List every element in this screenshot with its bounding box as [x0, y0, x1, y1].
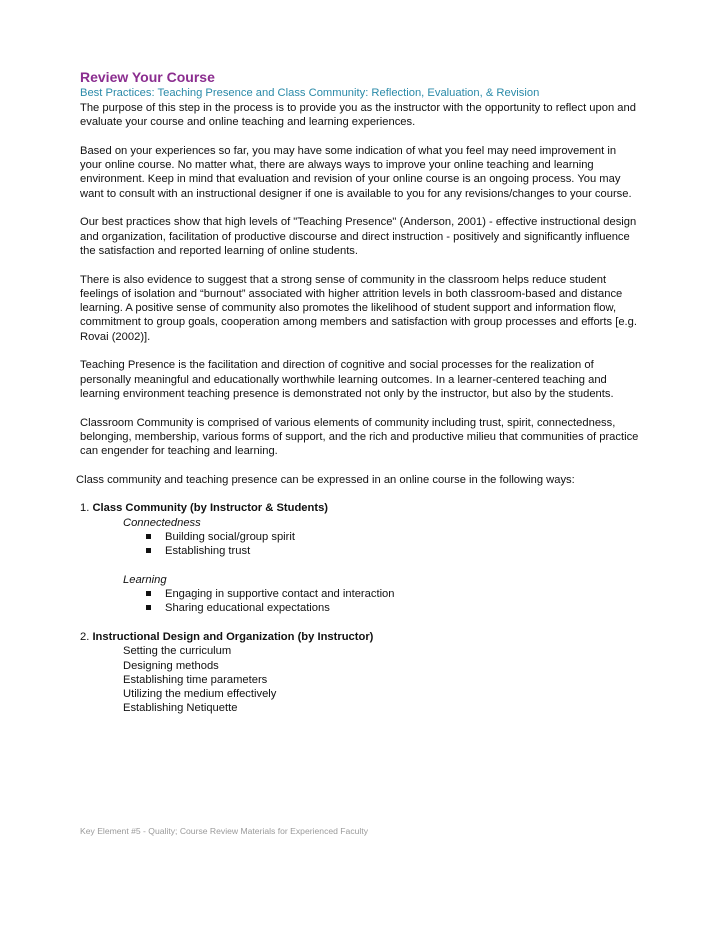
page-subtitle: Best Practices: Teaching Presence and Class Community: Reflection, Evaluation, & Revision — [80, 87, 540, 99]
paragraph-experiences: Based on your experiences so far, you may have some indication of what you feel may need improvement in your online course. No matter what, there are always ways to improve your online teaching and learning environment. Keep in mind that evaluation and revision of your online course is an ongoing process. You may want to consult with an instructional designer if one is available to you for any revisions/changes to your course. — [80, 144, 632, 200]
page-content — [76, 68, 640, 716]
section-2-heading — [80, 630, 640, 644]
list-item: Setting the curriculum — [123, 645, 232, 658]
learning-list — [80, 587, 640, 616]
list-item: Establishing time parameters — [123, 673, 268, 686]
list-item: Building social/group spirit — [165, 530, 640, 544]
group-label-learning: Learning — [123, 573, 167, 586]
list-item: Sharing educational expectations — [165, 601, 640, 615]
paragraph-evidence: There is also evidence to suggest that a strong sense of community in the classroom helps reduce student feelings of isolation and “burnout” associated with higher attrition levels in both classroom-based and distance learning. A positive sense of community also promotes the likelihood of student support and information flow, commitment to group goals, cooperation among members and satisfaction with group processes and efforts [e.g. Rovai (2002)]. — [80, 273, 637, 343]
connectedness-list — [80, 530, 640, 559]
paragraph-purpose: The purpose of this step in the process is to provide you as the instructor with the opportunity to reflect upon and evaluate your course and online teaching and learning experiences. — [80, 102, 636, 129]
section-class-community — [80, 501, 640, 615]
list-item: Establishing trust — [165, 544, 640, 558]
list-item: Establishing Netiquette — [123, 702, 238, 715]
paragraph-teaching-presence: Teaching Presence is the facilitation and direction of cognitive and social processes for the realization of personally meaningful and educationally worthwhile learning outcomes. In a learner-centered teaching and learning environment teaching presence is demonstrated not only by the instructor, but also by the students. — [80, 359, 614, 400]
list-item: Designing methods — [123, 659, 219, 672]
section-1-heading — [80, 501, 640, 515]
list-item: Utilizing the medium effectively — [123, 688, 277, 701]
section-instructional-design — [80, 630, 640, 716]
section-2-number: 2. — [80, 630, 93, 643]
paragraph-intro-ways: Class community and teaching presence can be expressed in an online course in the following ways: — [76, 473, 575, 486]
page-footer: Key Element #5 - Quality; Course Review Materials for Experienced Faculty — [80, 826, 369, 836]
section-2-title: Instructional Design and Organization (by Instructor) — [92, 630, 374, 643]
list-item: Engaging in supportive contact and interaction — [165, 587, 640, 601]
section-1-number: 1. — [80, 502, 93, 515]
paragraph-classroom-community: Classroom Community is comprised of various elements of community including trust, spirit, connectedness, belonging, membership, various forms of support, and the rich and productive milieu that communities of practice can engender for teaching and learning. — [80, 416, 639, 458]
page-title: Review Your Course — [80, 69, 215, 85]
paragraph-best-practices: Our best practices show that high levels of "Teaching Presence" (Anderson, 2001) - effective instructional design and organization, facilitation of productive discourse and direct instruction - positively and significantly influence the satisfaction and reported learning of online students. — [80, 216, 637, 257]
section-1-title: Class Community (by Instructor & Students) — [92, 502, 329, 515]
group-label-connectedness: Connectedness — [123, 516, 201, 529]
